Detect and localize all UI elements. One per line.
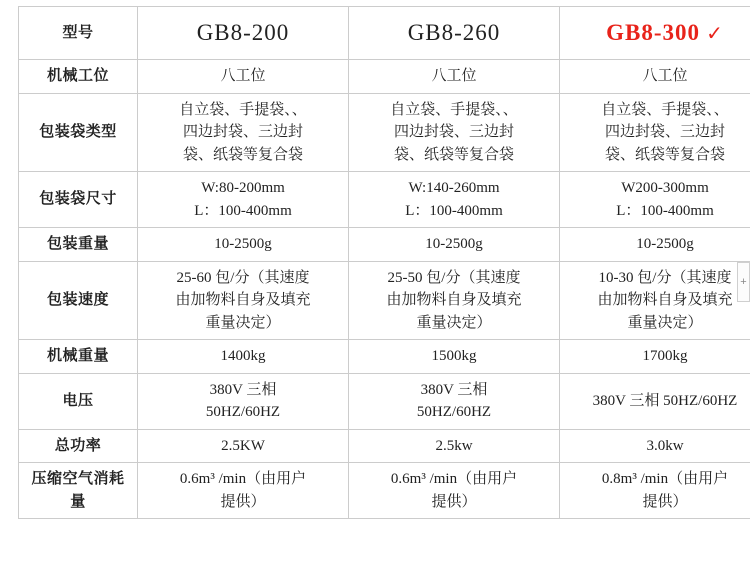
cell-lines [566,233,750,256]
cell-line: 380V 三相 [209,381,277,398]
row-label-total-power: 总功率 [19,429,138,463]
cell-line: 50HZ/60HZ [205,404,281,420]
header-label-model: 型号 [19,7,138,60]
cell-line: 2.5KW [221,437,265,454]
cell-lines [144,468,342,513]
specification-table-container [18,6,738,519]
cell-machine-weight-1 [138,340,349,374]
cell-lines [566,99,750,167]
table-row [19,261,750,340]
cell-line: 10-2500g [636,236,694,252]
cell-lines [144,177,342,222]
cell-line: 八工位 [220,68,266,84]
model-name-2-text: GB8-260 [407,19,501,45]
cell-line: 10-2500g [214,236,272,252]
cell-line: 1400kg [220,348,266,364]
cell-lines [566,435,750,458]
cell-line: 0.6m³ /min（由用户 [179,471,307,487]
model-name-1 [138,7,349,60]
cell-line: 25-60 包/分（其速度 [176,269,310,286]
cell-line: 四边封袋、三边封 [182,124,303,140]
cell-pack-weight-2 [349,228,560,262]
cell-voltage-3 [560,373,750,429]
cell-line: L：100-400mm [194,202,292,219]
cell-line: 袋、纸袋等复合袋 [393,146,514,163]
cell-lines [355,65,553,88]
cell-line: 重量决定） [205,314,281,331]
cell-line: 10-2500g [425,236,483,252]
cell-line: 重量决定） [627,314,703,331]
cell-bag-size-2 [349,172,560,228]
cell-line: 由加物料自身及填充 [175,292,311,308]
cell-line: 380V 三相 [420,381,488,398]
table-row [19,172,750,228]
cell-lines [144,267,342,335]
cell-line: W:140-260mm [408,180,500,196]
cell-line: 25-50 包/分（其速度 [387,269,521,286]
cell-line: 0.8m³ /min（由用户 [601,471,729,487]
row-label-bag-size: 包装袋尺寸 [19,172,138,228]
cell-bag-type-3 [560,93,750,172]
table-body [19,7,750,519]
cell-lines [566,65,750,88]
specification-table [18,6,750,519]
cell-line: 袋、纸袋等复合袋 [604,146,725,163]
cell-lines [144,65,342,88]
table-row [19,463,750,519]
table-row [19,429,750,463]
cell-total-power-3 [560,429,750,463]
row-label-stations: 机械工位 [19,60,138,94]
cell-lines [355,345,553,368]
side-expand-button[interactable]: + [737,262,750,302]
cell-lines [144,99,342,167]
cell-voltage-1 [138,373,349,429]
model-name-3-text: GB8-300 [606,19,701,45]
cell-lines [566,177,750,222]
cell-line: 袋、纸袋等复合袋 [182,146,303,163]
cell-pack-speed-2 [349,261,560,340]
cell-machine-weight-2 [349,340,560,374]
cell-pack-speed-1 [138,261,349,340]
cell-line: L：100-400mm [616,202,714,219]
row-label-pack-speed: 包装速度 [19,261,138,340]
cell-bag-type-2 [349,93,560,172]
cell-machine-weight-3 [560,340,750,374]
cell-lines [144,233,342,256]
table-row [19,373,750,429]
cell-lines [355,177,553,222]
cell-line: 四边封袋、三边封 [604,124,725,140]
cell-voltage-2 [349,373,560,429]
cell-pack-weight-1 [138,228,349,262]
row-label-machine-weight: 机械重量 [19,340,138,374]
table-row [19,60,750,94]
cell-line: L：100-400mm [405,202,503,219]
cell-pack-weight-3 [560,228,750,262]
row-label-bag-type: 包装袋类型 [19,93,138,172]
cell-stations-1 [138,60,349,94]
cell-line: 1500kg [431,348,477,364]
cell-line: 重量决定） [416,314,492,331]
cell-total-power-1 [138,429,349,463]
cell-total-power-2 [349,429,560,463]
model-name-1-text: GB8-200 [196,19,290,45]
row-label-air-consumption: 压缩空气消耗量 [19,463,138,519]
cell-pack-speed-3 [560,261,750,340]
cell-line: 自立袋、手提袋、、 [601,101,729,118]
cell-bag-type-1 [138,93,349,172]
cell-line: 自立袋、手提袋、、 [179,101,307,118]
cell-lines [566,345,750,368]
cell-stations-3 [560,60,750,94]
table-row [19,340,750,374]
row-label-pack-weight: 包装重量 [19,228,138,262]
cell-line: 四边封袋、三边封 [393,124,514,140]
cell-air-consumption-3 [560,463,750,519]
cell-line: W200-300mm [621,180,709,196]
cell-lines [355,99,553,167]
cell-line: 由加物料自身及填充 [386,292,522,308]
cell-line: 0.6m³ /min（由用户 [390,471,518,487]
cell-line: 380V 三相 50HZ/60HZ [592,392,738,409]
cell-lines [355,379,553,424]
table-header-row [19,7,750,60]
cell-line: 2.5kw [435,437,473,454]
cell-line: 10-30 包/分（其速度 [598,269,732,286]
cell-line: 提供） [642,493,688,510]
model-name-2 [349,7,560,60]
cell-lines [355,267,553,335]
cell-lines [144,345,342,368]
cell-lines [355,468,553,513]
cell-lines [355,435,553,458]
cell-air-consumption-2 [349,463,560,519]
cell-line: 提供） [431,493,477,510]
table-row [19,93,750,172]
cell-lines [566,468,750,513]
check-icon: ✓ [706,22,724,45]
cell-line: 1700kg [642,348,688,364]
cell-lines [566,390,750,413]
cell-air-consumption-1 [138,463,349,519]
cell-lines [144,435,342,458]
cell-line: 八工位 [642,68,688,84]
cell-line: 3.0kw [646,437,684,454]
cell-line: 八工位 [431,68,477,84]
cell-line: W:80-200mm [201,180,285,196]
cell-lines [566,267,750,335]
cell-line: 自立袋、手提袋、、 [390,101,518,118]
cell-bag-size-3 [560,172,750,228]
model-name-3 [560,7,750,60]
cell-lines [144,379,342,424]
table-row [19,228,750,262]
row-label-voltage: 电压 [19,373,138,429]
cell-line: 50HZ/60HZ [416,404,492,420]
cell-line: 由加物料自身及填充 [597,292,733,308]
cell-line: 提供） [220,493,266,510]
cell-stations-2 [349,60,560,94]
cell-lines [355,233,553,256]
cell-bag-size-1 [138,172,349,228]
